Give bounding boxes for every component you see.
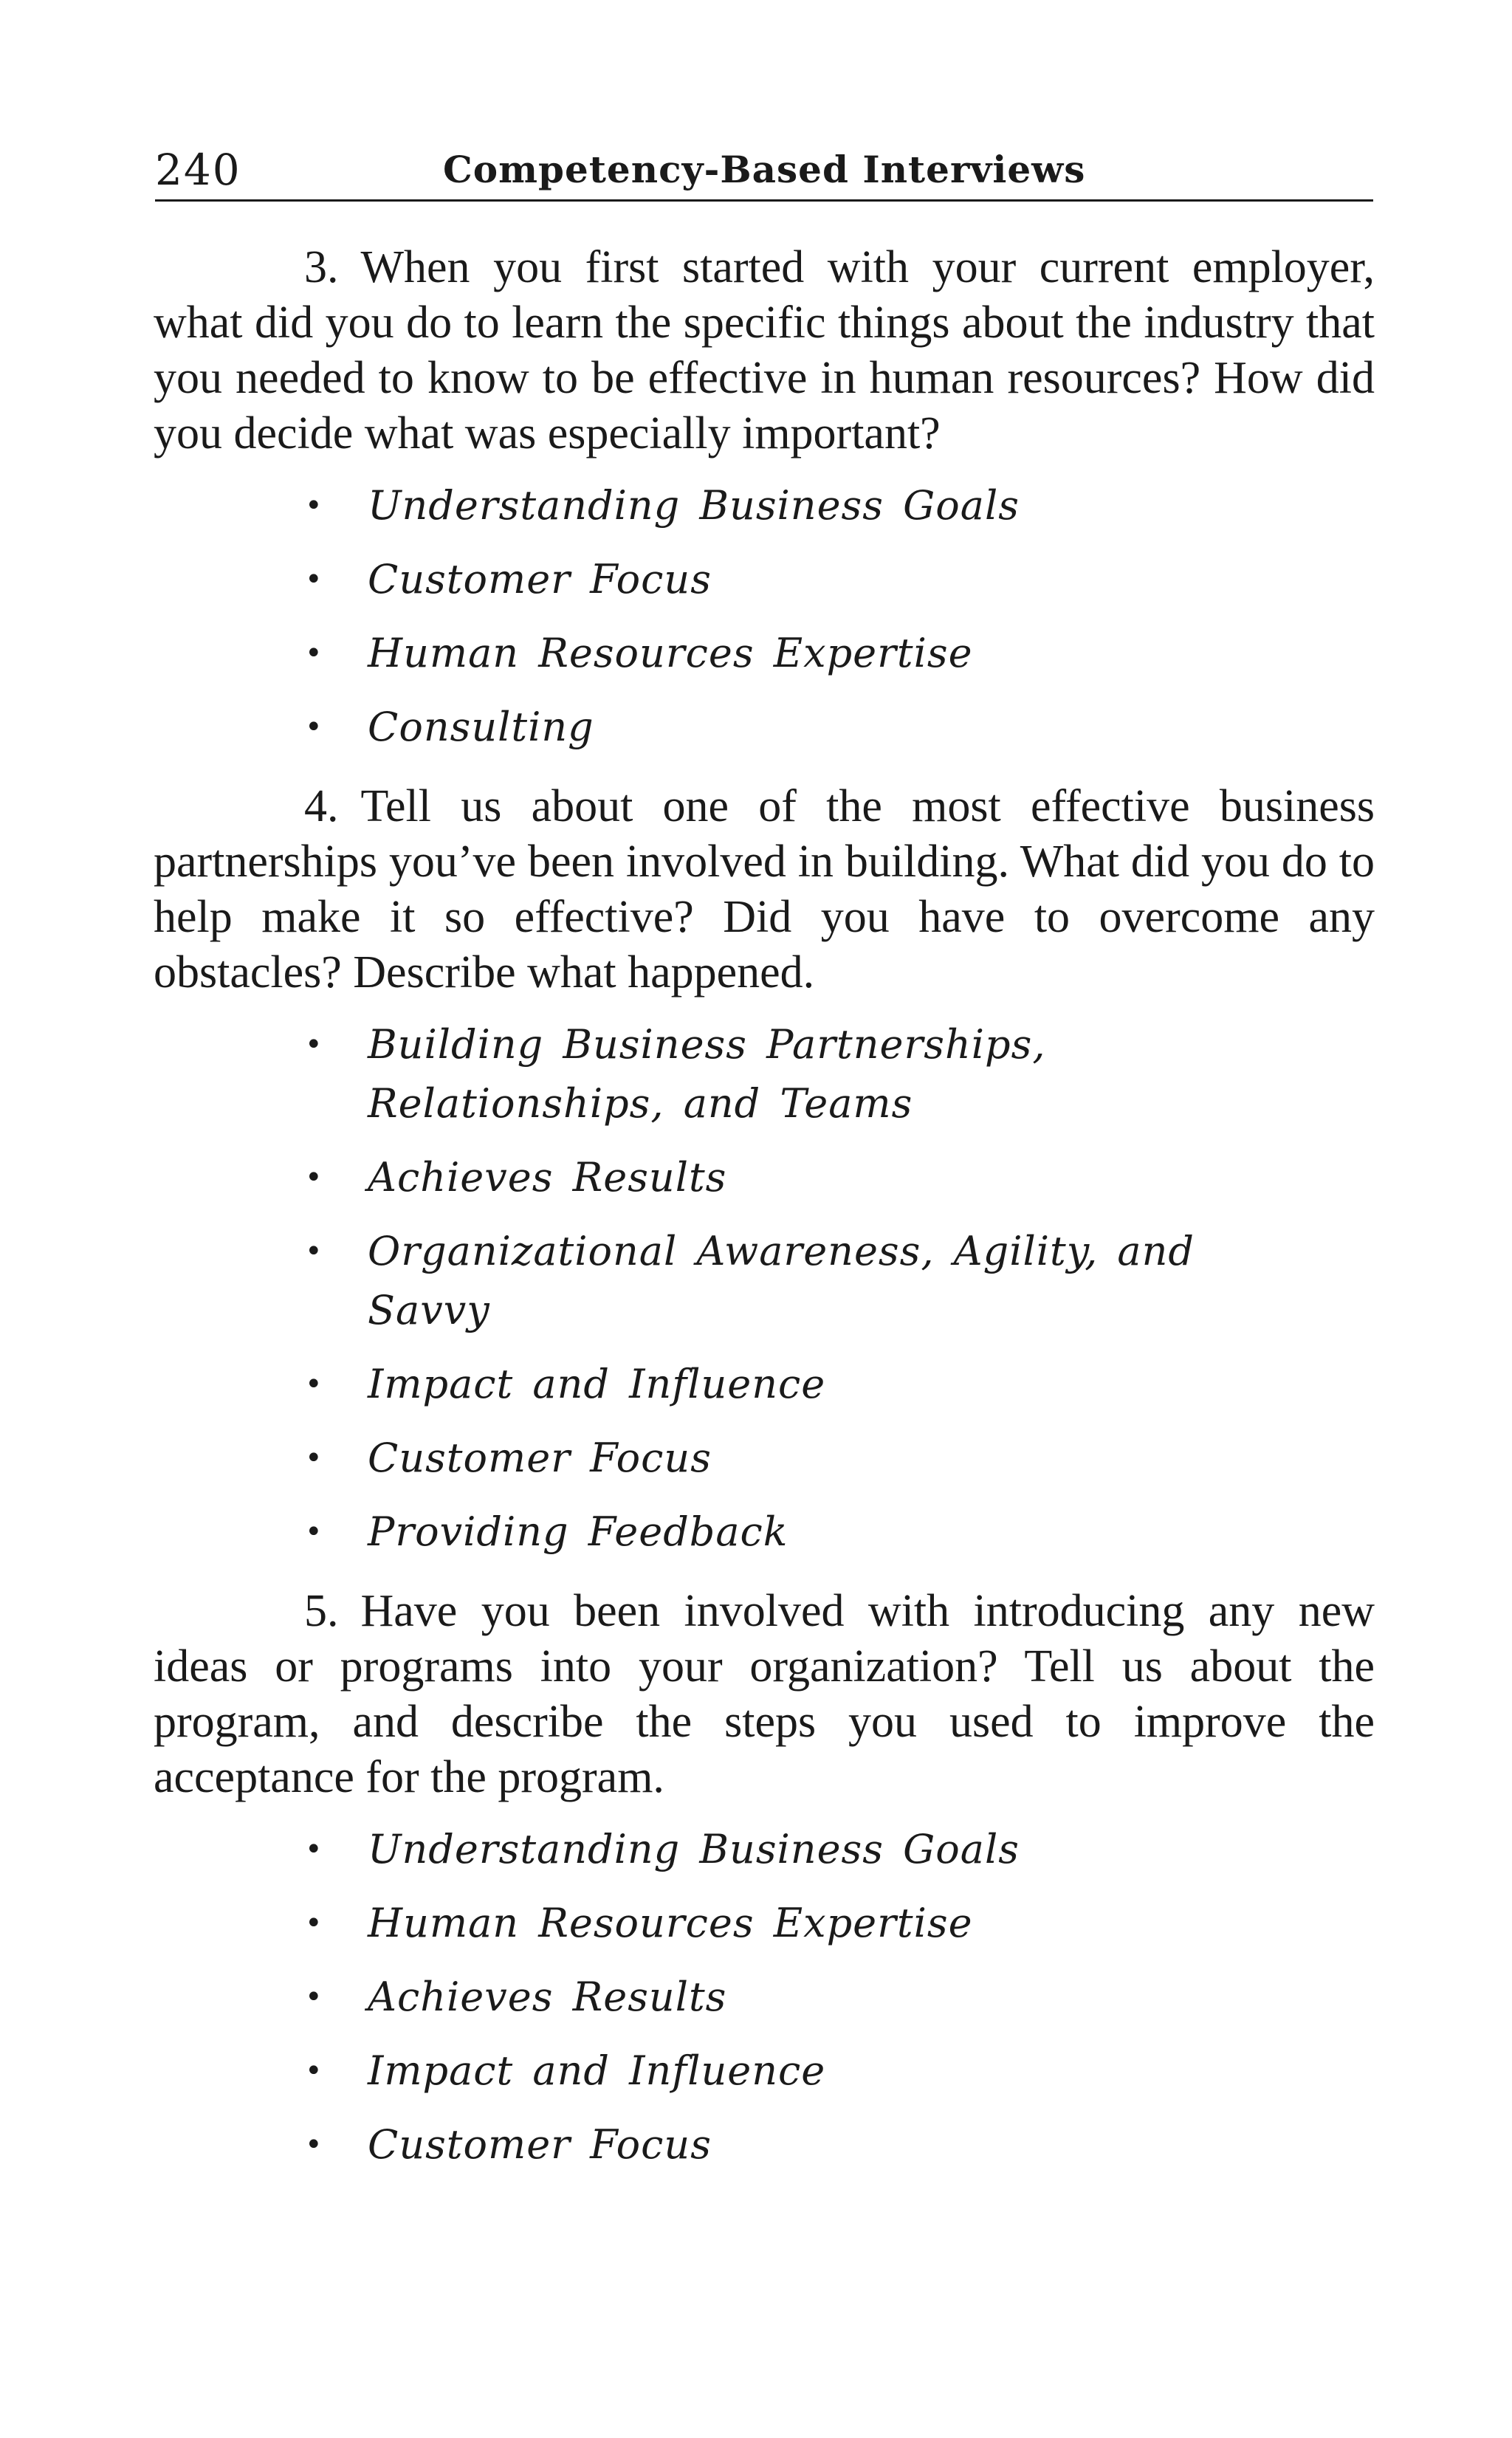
bullet-icon: • xyxy=(305,1906,323,1940)
competency-label: Customer Focus xyxy=(368,556,712,602)
running-head xyxy=(155,140,1373,202)
list-item xyxy=(154,1222,1375,1340)
bullet-icon: • xyxy=(305,489,323,523)
question-number: 5. xyxy=(304,1586,339,1636)
bullet-icon: • xyxy=(305,710,323,744)
question-number: 4. xyxy=(304,781,339,831)
competency-label: Building Business Partnerships, Relationships, and Teams xyxy=(368,1021,1046,1127)
competency-label: Achieves Results xyxy=(368,1974,727,2020)
bullet-icon: • xyxy=(305,1515,323,1549)
question-text xyxy=(154,779,1375,1000)
bullet-icon: • xyxy=(305,1161,323,1195)
competency-label: Consulting xyxy=(368,704,594,750)
competency-label: Impact and Influence xyxy=(368,1361,826,1407)
list-item xyxy=(154,1894,1375,1953)
list-item xyxy=(154,1968,1375,2027)
bullet-icon: • xyxy=(305,1235,323,1268)
competency-label: Human Resources Expertise xyxy=(368,630,973,676)
competency-list xyxy=(154,1820,1375,2174)
question-text xyxy=(154,240,1375,461)
list-item xyxy=(154,1355,1375,1414)
question-number: 3. xyxy=(304,242,339,292)
list-item xyxy=(154,698,1375,757)
list-item xyxy=(154,1015,1375,1133)
list-item xyxy=(154,2115,1375,2174)
competency-label: Impact and Influence xyxy=(368,2047,826,2094)
bullet-icon: • xyxy=(305,563,323,597)
bullet-icon: • xyxy=(305,1028,323,1062)
question-block-3 xyxy=(154,240,1375,757)
question-block-4 xyxy=(154,779,1375,1562)
page-number: 240 xyxy=(155,145,241,195)
bullet-icon: • xyxy=(305,1367,323,1401)
bullet-icon: • xyxy=(305,636,323,670)
list-item xyxy=(154,476,1375,535)
competency-label: Understanding Business Goals xyxy=(368,482,1020,529)
competency-label: Achieves Results xyxy=(368,1154,727,1201)
competency-label: Customer Focus xyxy=(368,1435,712,1481)
question-body: Tell us about one of the most effective business partnerships you’ve been involved in building. What did you do to help make it so effective? Did you have to overcome any obstacles? Describe what happened. xyxy=(154,781,1375,997)
bullet-icon: • xyxy=(305,1441,323,1475)
list-item xyxy=(154,550,1375,609)
question-block-5 xyxy=(154,1584,1375,2174)
list-item xyxy=(154,1820,1375,1879)
bullet-icon: • xyxy=(305,2128,323,2162)
competency-label: Understanding Business Goals xyxy=(368,1826,1020,1872)
list-item xyxy=(154,1429,1375,1488)
competency-list xyxy=(154,1015,1375,1562)
competency-label: Organizational Awareness, Agility, and Savvy xyxy=(368,1228,1195,1333)
competency-list xyxy=(154,476,1375,757)
question-text xyxy=(154,1584,1375,1805)
question-body: When you first started with your current employer, what did you do to learn the specific things about the industry that you needed to know to be effective in human resources? How did you decide what was especially important? xyxy=(154,242,1375,459)
bullet-icon: • xyxy=(305,2054,323,2088)
list-item xyxy=(154,1148,1375,1207)
page-content xyxy=(154,240,1375,2197)
list-item xyxy=(154,624,1375,683)
bullet-icon: • xyxy=(305,1980,323,2014)
competency-label: Human Resources Expertise xyxy=(368,1900,973,1946)
competency-label: Providing Feedback xyxy=(368,1508,788,1555)
competency-label: Customer Focus xyxy=(368,2121,712,2168)
running-title: Competency-Based Interviews xyxy=(443,148,1086,191)
list-item xyxy=(154,1503,1375,1562)
question-body: Have you been involved with introducing any new ideas or programs into your organization? Tell us about the program, and describe the steps you used to improve the acceptance for the program. xyxy=(154,1586,1375,1802)
bullet-icon: • xyxy=(305,1833,323,1867)
list-item xyxy=(154,2042,1375,2101)
